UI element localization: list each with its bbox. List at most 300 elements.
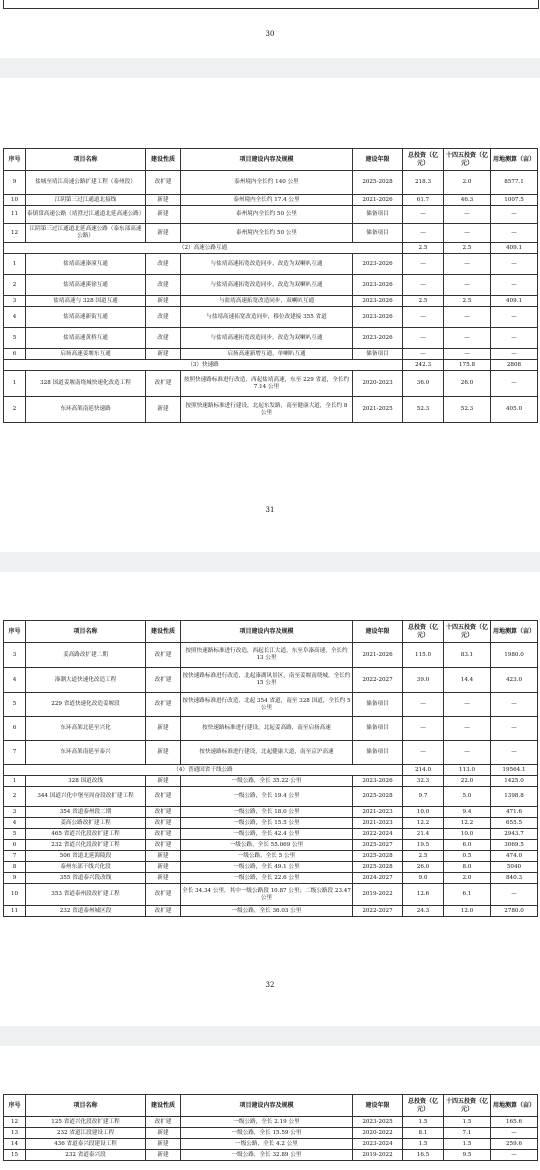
project-name: 盐城至靖江高速公路扩建工程（泰州段） bbox=[26, 171, 146, 195]
land-estimate: 471.6 bbox=[491, 807, 538, 818]
construction-content: 一级公路，全长 36.03 公里 bbox=[181, 906, 353, 917]
total-investment: 61.7 bbox=[403, 195, 444, 206]
column-header: 建设性质 bbox=[146, 621, 181, 643]
table-row bbox=[4, 668, 538, 693]
construction-nature: 新建 bbox=[146, 776, 181, 787]
land-estimate: — bbox=[491, 1128, 538, 1139]
column-header: 用地测算（亩） bbox=[491, 1095, 538, 1117]
fyp-investment: — bbox=[444, 224, 491, 243]
construction-content: 按快速路标准进行改造，北起 354 省道，南至 328 国道，全长约 5 公里 bbox=[181, 693, 353, 717]
table-row bbox=[4, 349, 538, 360]
construction-years: 2021-2023 bbox=[353, 807, 403, 818]
table-row bbox=[4, 307, 538, 328]
table-row bbox=[4, 224, 538, 243]
land-estimate: — bbox=[491, 275, 538, 296]
total-investment: 2.5 bbox=[403, 851, 444, 862]
row-number: 1 bbox=[4, 776, 26, 787]
row-number: 3 bbox=[4, 807, 26, 818]
row-number: 2 bbox=[4, 397, 26, 423]
row-number: 8 bbox=[4, 862, 26, 873]
fyp-investment: 8.0 bbox=[444, 862, 491, 873]
project-name: 盐靖高速与 328 国道互通 bbox=[26, 296, 146, 307]
construction-content: 一级公路，全长 2.19 公里 bbox=[181, 1117, 353, 1128]
column-header: 建设性质 bbox=[146, 1095, 181, 1117]
construction-content: 全长 34.34 公里，其中一级公路段 10.87 公里；二级公路段 23.47 公里 bbox=[181, 884, 353, 906]
fyp-investment: 12.2 bbox=[444, 818, 491, 829]
total-investment: — bbox=[403, 741, 444, 765]
column-header: 建设年限 bbox=[353, 1095, 403, 1117]
construction-nature: 改扩建 bbox=[146, 884, 181, 906]
construction-nature: 新建 bbox=[146, 195, 181, 206]
table-row bbox=[4, 884, 538, 906]
row-number: 14 bbox=[4, 1139, 26, 1150]
construction-nature: 新建 bbox=[146, 873, 181, 884]
fyp-investment: — bbox=[444, 275, 491, 296]
construction-nature: 改扩建 bbox=[146, 787, 181, 807]
table-row bbox=[4, 829, 538, 840]
construction-content: 与盐靖高速拓宽改造同步，改造为双喇叭互通 bbox=[181, 328, 353, 349]
table-row bbox=[4, 787, 538, 807]
row-number: 13 bbox=[4, 1128, 26, 1139]
construction-nature: 改扩建 bbox=[146, 371, 181, 397]
land-estimate: 1007.5 bbox=[491, 195, 538, 206]
total-investment: 24.3 bbox=[403, 906, 444, 917]
fyp-investment: 1.5 bbox=[444, 1139, 491, 1150]
construction-content: 按照快速路标准进行改造，西起长江大道，东至阜溱高速，全长约 13 公里 bbox=[181, 643, 353, 668]
page-gap bbox=[0, 552, 540, 572]
construction-nature: 改扩建 bbox=[146, 171, 181, 195]
construction-nature: 改扩建 bbox=[146, 668, 181, 693]
land-estimate: 840.3 bbox=[491, 873, 538, 884]
project-name: 盐靖高速溱潼互通 bbox=[26, 254, 146, 275]
total-investment: 26.0 bbox=[403, 862, 444, 873]
column-header: 十四五投资（亿元） bbox=[444, 1095, 491, 1117]
fyp-investment: — bbox=[444, 693, 491, 717]
section-label: （4）普通国省干线公路 bbox=[4, 765, 403, 776]
land-estimate: — bbox=[491, 349, 538, 360]
total-investment: 10.0 bbox=[403, 807, 444, 818]
construction-content: 一级公路，全长 22.6 公里 bbox=[181, 873, 353, 884]
total-investment: — bbox=[403, 206, 444, 224]
project-name: 启扬高速姜堰东互通 bbox=[26, 349, 146, 360]
table-row bbox=[4, 840, 538, 851]
total-investment: 9.0 bbox=[403, 873, 444, 884]
column-header: 建设年限 bbox=[353, 621, 403, 643]
table-row bbox=[4, 807, 538, 818]
project-name: 姜高路改扩建二期 bbox=[26, 643, 146, 668]
total-investment: 12.2 bbox=[403, 818, 444, 829]
row-number: 6 bbox=[4, 840, 26, 851]
construction-content: 一级公路，全长 4.2 公里 bbox=[181, 1139, 353, 1150]
construction-years: 储备项目 bbox=[353, 206, 403, 224]
land-estimate: — bbox=[491, 206, 538, 224]
column-header: 建设性质 bbox=[146, 149, 181, 171]
construction-content: 一级公路，全长 15.5 公里 bbox=[181, 818, 353, 829]
land-estimate: 409.1 bbox=[491, 296, 538, 307]
project-name: 盐靖高速黄桥互通 bbox=[26, 328, 146, 349]
project-name: 东环高架南延至泰兴 bbox=[26, 741, 146, 765]
row-number: 11 bbox=[4, 906, 26, 917]
construction-content: 一级公路，全长 18.0 公里 bbox=[181, 807, 353, 818]
construction-years: 2023-2026 bbox=[353, 275, 403, 296]
land-estimate: — bbox=[491, 884, 538, 906]
construction-nature: 改扩建 bbox=[146, 829, 181, 840]
construction-nature: 改建 bbox=[146, 254, 181, 275]
construction-nature: 改扩建 bbox=[146, 1117, 181, 1128]
construction-content: 与盐靖高速拓宽改造同步，移位改建接 355 省道 bbox=[181, 307, 353, 328]
total-investment: 218.3 bbox=[403, 171, 444, 195]
row-number: 3 bbox=[4, 643, 26, 668]
row-number: 12 bbox=[4, 224, 26, 243]
column-header: 项目建设内容及规模 bbox=[181, 1095, 353, 1117]
total-investment: 16.5 bbox=[403, 1150, 444, 1161]
land-estimate: 165.6 bbox=[491, 1117, 538, 1128]
project-table-page-32 bbox=[3, 620, 538, 917]
construction-years: 2021-2025 bbox=[353, 397, 403, 423]
construction-content: 与盐靖高速拓宽改造同步，双喇叭互通 bbox=[181, 296, 353, 307]
total-investment: 19.5 bbox=[403, 840, 444, 851]
construction-content: 按快速路标准进行改造，北起溱湖风景区，南至姜堰南绕城，全长约 15 公里 bbox=[181, 668, 353, 693]
project-name: 232 省道泰兴段 bbox=[26, 1150, 146, 1161]
previous-table-bottom-edge bbox=[3, 0, 539, 9]
construction-content: 与盐靖高速拓宽改造同步，改造为双喇叭互通 bbox=[181, 275, 353, 296]
fyp-investment: — bbox=[444, 206, 491, 224]
construction-years: 2023-2026 bbox=[353, 328, 403, 349]
project-name: 232 省道泰州城区段 bbox=[26, 906, 146, 917]
table-row bbox=[4, 1117, 538, 1128]
construction-years: 2025-2028 bbox=[353, 787, 403, 807]
total-investment: — bbox=[403, 307, 444, 328]
table-row bbox=[4, 195, 538, 206]
land-estimate: 2943.7 bbox=[491, 829, 538, 840]
construction-content: 一级公路，全长 19.4 公里 bbox=[181, 787, 353, 807]
fyp-investment: 46.3 bbox=[444, 195, 491, 206]
table-row bbox=[4, 206, 538, 224]
section-label: （3）快速路 bbox=[4, 360, 403, 371]
project-name: 125 省道兴化段改扩建工程 bbox=[26, 1117, 146, 1128]
fyp-investment: 6.0 bbox=[444, 840, 491, 851]
project-name: 东环高架南延快速路 bbox=[26, 397, 146, 423]
row-number: 7 bbox=[4, 851, 26, 862]
total-investment: 39.0 bbox=[403, 668, 444, 693]
page-3 bbox=[0, 572, 540, 1026]
construction-content: 按照快速路标准进行建设，北起东发路，南至健康大道，全长约 8 公里 bbox=[181, 397, 353, 423]
row-number: 5 bbox=[4, 829, 26, 840]
construction-content: 按照快速路标准进行改造，西起盐靖高速，东至 229 省道，全长约 7.14 公里 bbox=[181, 371, 353, 397]
project-table-page-31 bbox=[3, 148, 538, 423]
construction-content: 泰州境内全长约 17.4 公里 bbox=[181, 195, 353, 206]
construction-nature: 新建 bbox=[146, 717, 181, 741]
page-gap bbox=[0, 58, 540, 78]
fyp-investment: 2.0 bbox=[444, 873, 491, 884]
total-investment: 36.0 bbox=[403, 371, 444, 397]
total-investment: 21.4 bbox=[403, 829, 444, 840]
table-row bbox=[4, 171, 538, 195]
construction-nature: 改扩建 bbox=[146, 807, 181, 818]
total-investment: 2.5 bbox=[403, 296, 444, 307]
fyp-investment: 12.0 bbox=[444, 906, 491, 917]
table-row bbox=[4, 1139, 538, 1150]
construction-years: 2024-2027 bbox=[353, 873, 403, 884]
table-row bbox=[4, 851, 538, 862]
construction-nature: 新建 bbox=[146, 862, 181, 873]
page-gap bbox=[0, 1026, 540, 1046]
column-header: 项目建设内容及规模 bbox=[181, 621, 353, 643]
land-estimate: — bbox=[491, 693, 538, 717]
construction-nature: 新建 bbox=[146, 349, 181, 360]
fyp-investment: — bbox=[444, 717, 491, 741]
construction-nature: 新建 bbox=[146, 741, 181, 765]
land-estimate: 2780.0 bbox=[491, 906, 538, 917]
table-row bbox=[4, 906, 538, 917]
construction-nature: 新建 bbox=[146, 206, 181, 224]
table-row bbox=[4, 717, 538, 741]
land-estimate: 3069.5 bbox=[491, 840, 538, 851]
construction-years: 2023-2026 bbox=[353, 296, 403, 307]
table-row bbox=[4, 693, 538, 717]
land-estimate: 1980.0 bbox=[491, 643, 538, 668]
construction-years: 储备项目 bbox=[353, 741, 403, 765]
project-name: 泰镇常高速公路（靖澄过江通道北延高速公路） bbox=[26, 206, 146, 224]
project-name: 353 省道泰州段改扩建工程 bbox=[26, 884, 146, 906]
construction-content: 与盐靖高速拓宽改造同步，改造为双喇叭互通 bbox=[181, 254, 353, 275]
page-1 bbox=[0, 0, 540, 58]
land-estimate: 1398.8 bbox=[491, 787, 538, 807]
row-number: 9 bbox=[4, 873, 26, 884]
table-row bbox=[4, 818, 538, 829]
fyp-investment: 113.0 bbox=[444, 765, 491, 776]
row-number: 1 bbox=[4, 254, 26, 275]
project-name: 465 省道兴化段改扩建工程 bbox=[26, 829, 146, 840]
construction-nature: 改建 bbox=[146, 328, 181, 349]
section-label: （2）高速公路互通 bbox=[4, 243, 403, 254]
land-estimate: — bbox=[491, 1150, 538, 1161]
construction-nature: 改建 bbox=[146, 275, 181, 296]
construction-years: 储备项目 bbox=[353, 224, 403, 243]
row-number: 7 bbox=[4, 741, 26, 765]
fyp-investment: 22.0 bbox=[444, 776, 491, 787]
table-row bbox=[4, 1150, 538, 1161]
total-investment: — bbox=[403, 328, 444, 349]
row-number: 2 bbox=[4, 787, 26, 807]
construction-years: 2019-2022 bbox=[353, 1150, 403, 1161]
land-estimate: 19564.1 bbox=[491, 765, 538, 776]
project-name: 盐靖高速新街互通 bbox=[26, 307, 146, 328]
column-header: 十四五投资（亿元） bbox=[444, 149, 491, 171]
column-header: 总投资（亿元） bbox=[403, 621, 444, 643]
table-header-row bbox=[4, 1095, 538, 1117]
total-investment: 12.6 bbox=[403, 884, 444, 906]
column-header: 序号 bbox=[4, 621, 26, 643]
construction-years: 2025-2027 bbox=[353, 840, 403, 851]
construction-nature: 新建 bbox=[146, 851, 181, 862]
construction-content: 一级公路，全长 55.069 公里 bbox=[181, 840, 353, 851]
land-estimate: 655.5 bbox=[491, 818, 538, 829]
fyp-investment: 2.0 bbox=[444, 171, 491, 195]
construction-nature: 改扩建 bbox=[146, 643, 181, 668]
row-number: 6 bbox=[4, 717, 26, 741]
fyp-investment: — bbox=[444, 307, 491, 328]
land-estimate: 423.0 bbox=[491, 668, 538, 693]
total-investment: 8.1 bbox=[403, 1128, 444, 1139]
project-name: 354 省道泰州段二期 bbox=[26, 807, 146, 818]
land-estimate: 405.0 bbox=[491, 397, 538, 423]
construction-years: 2021-2026 bbox=[353, 195, 403, 206]
project-table-page-33 bbox=[3, 1094, 538, 1161]
construction-years: 2022-2027 bbox=[353, 906, 403, 917]
construction-years: 2023-2024 bbox=[353, 1139, 403, 1150]
fyp-investment: — bbox=[444, 254, 491, 275]
row-number: 10 bbox=[4, 195, 26, 206]
row-number: 4 bbox=[4, 668, 26, 693]
construction-years: 2023-2025 bbox=[353, 1117, 403, 1128]
page-2 bbox=[0, 78, 540, 552]
construction-nature: 新建 bbox=[146, 224, 181, 243]
construction-nature: 改扩建 bbox=[146, 840, 181, 851]
column-header: 用地测算（亩） bbox=[491, 621, 538, 643]
construction-content: 一级公路，全长 35.22 公里 bbox=[181, 776, 353, 787]
page-4 bbox=[0, 1046, 540, 1170]
land-estimate: — bbox=[491, 328, 538, 349]
total-investment: 1.5 bbox=[403, 1117, 444, 1128]
row-number: 4 bbox=[4, 818, 26, 829]
column-header: 序号 bbox=[4, 149, 26, 171]
table-row bbox=[4, 254, 538, 275]
construction-years: 2025-2028 bbox=[353, 171, 403, 195]
fyp-investment: — bbox=[444, 741, 491, 765]
land-estimate: 259.6 bbox=[491, 1139, 538, 1150]
total-investment: — bbox=[403, 254, 444, 275]
construction-content: 一级公路，全长 42.4 公里 bbox=[181, 829, 353, 840]
table-row bbox=[4, 873, 538, 884]
total-investment: 115.0 bbox=[403, 643, 444, 668]
row-number: 11 bbox=[4, 206, 26, 224]
row-number: 5 bbox=[4, 693, 26, 717]
total-investment: — bbox=[403, 717, 444, 741]
total-investment: — bbox=[403, 224, 444, 243]
construction-nature: 改扩建 bbox=[146, 818, 181, 829]
fyp-investment: 2.5 bbox=[444, 243, 491, 254]
total-investment: — bbox=[403, 275, 444, 296]
column-header: 序号 bbox=[4, 1095, 26, 1117]
construction-years: 2020-2022 bbox=[353, 1128, 403, 1139]
construction-content: 泰州境内全长约 50 公里 bbox=[181, 224, 353, 243]
project-name: 姜高公路改扩建工程 bbox=[26, 818, 146, 829]
row-number: 6 bbox=[4, 349, 26, 360]
total-investment: 2.5 bbox=[403, 243, 444, 254]
land-estimate: — bbox=[491, 224, 538, 243]
column-header: 项目名称 bbox=[26, 149, 146, 171]
construction-years: 2020-2023 bbox=[353, 371, 403, 397]
project-name: 355 省道泰兴段改线 bbox=[26, 873, 146, 884]
section-row bbox=[4, 765, 538, 776]
fyp-investment: 26.0 bbox=[444, 371, 491, 397]
column-header: 建设年限 bbox=[353, 149, 403, 171]
construction-content: 一级公路，全长 49.1 公里 bbox=[181, 862, 353, 873]
project-name: 溱潮大道快速化改造工程 bbox=[26, 668, 146, 693]
row-number: 3 bbox=[4, 296, 26, 307]
construction-years: 2021-2026 bbox=[353, 643, 403, 668]
project-name: 江阴第三过江通道北延高速公路（泰东部高速公路） bbox=[26, 224, 146, 243]
construction-nature: 改建 bbox=[146, 307, 181, 328]
fyp-investment: 7.1 bbox=[444, 1128, 491, 1139]
table-row bbox=[4, 397, 538, 423]
total-investment: 52.3 bbox=[403, 397, 444, 423]
row-number: 4 bbox=[4, 307, 26, 328]
column-header: 总投资（亿元） bbox=[403, 149, 444, 171]
fyp-investment: 83.1 bbox=[444, 643, 491, 668]
construction-content: 按快速路标准进行建设，北起健康大道，南至京沪高速 bbox=[181, 741, 353, 765]
construction-years: 2021-2023 bbox=[353, 818, 403, 829]
page-number-30: 30 bbox=[265, 30, 275, 38]
land-estimate: 409.1 bbox=[491, 243, 538, 254]
table-row bbox=[4, 776, 538, 787]
total-investment: — bbox=[403, 349, 444, 360]
table-row bbox=[4, 275, 538, 296]
construction-years: 2023-2026 bbox=[353, 307, 403, 328]
fyp-investment: 9.5 bbox=[444, 1150, 491, 1161]
construction-content: 按快速路标准进行建设，北起姜高路，南至启扬高速 bbox=[181, 717, 353, 741]
project-name: 229 省道快速化改造姜堰段 bbox=[26, 693, 146, 717]
construction-content: 一级公路，全长 5 公里 bbox=[181, 851, 353, 862]
page-number-32: 32 bbox=[265, 981, 275, 989]
table-row bbox=[4, 1128, 538, 1139]
row-number: 9 bbox=[4, 171, 26, 195]
fyp-investment: 2.5 bbox=[444, 296, 491, 307]
construction-nature: 改扩建 bbox=[146, 693, 181, 717]
fyp-investment: 5.0 bbox=[444, 787, 491, 807]
total-investment: — bbox=[403, 693, 444, 717]
total-investment: 214.0 bbox=[403, 765, 444, 776]
project-name: 344 国道兴化中堡至周奋段改扩建工程 bbox=[26, 787, 146, 807]
construction-content: 泰州境内全长约 140 公里 bbox=[181, 171, 353, 195]
section-row bbox=[4, 360, 538, 371]
project-name: 436 省道泰兴段建设工程 bbox=[26, 1139, 146, 1150]
construction-years: 储备项目 bbox=[353, 349, 403, 360]
fyp-investment: 0.5 bbox=[444, 851, 491, 862]
row-number: 12 bbox=[4, 1117, 26, 1128]
page-number-31: 31 bbox=[265, 506, 275, 514]
construction-content: 一级公路，全长 15.59 公里 bbox=[181, 1128, 353, 1139]
construction-content: 一级公路，全长 32.89 公里 bbox=[181, 1150, 353, 1161]
project-name: 506 省道北延海陵段 bbox=[26, 851, 146, 862]
project-name: 232 省道江段建设工程 bbox=[26, 1128, 146, 1139]
fyp-investment: 9.4 bbox=[444, 807, 491, 818]
column-header: 项目名称 bbox=[26, 621, 146, 643]
project-name: 328 国道姜堰南绕城快速化改造工程 bbox=[26, 371, 146, 397]
fyp-investment: — bbox=[444, 328, 491, 349]
project-name: 232 省道兴化段改扩建工程 bbox=[26, 840, 146, 851]
construction-nature: 新建 bbox=[146, 1139, 181, 1150]
construction-years: 储备项目 bbox=[353, 717, 403, 741]
fyp-investment: 175.8 bbox=[444, 360, 491, 371]
construction-years: 2023-2026 bbox=[353, 776, 403, 787]
construction-nature: 改扩建 bbox=[146, 906, 181, 917]
fyp-investment: 52.3 bbox=[444, 397, 491, 423]
fyp-investment: 1.5 bbox=[444, 1117, 491, 1128]
construction-nature: 新建 bbox=[146, 1150, 181, 1161]
construction-years: 2022-2027 bbox=[353, 668, 403, 693]
project-name: 东环高架北延至兴化 bbox=[26, 717, 146, 741]
construction-years: 2025-2028 bbox=[353, 862, 403, 873]
construction-nature: 新建 bbox=[146, 296, 181, 307]
row-number: 15 bbox=[4, 1150, 26, 1161]
construction-content: 启扬高速新增互通，单喇叭互通 bbox=[181, 349, 353, 360]
section-row bbox=[4, 243, 538, 254]
land-estimate: — bbox=[491, 717, 538, 741]
construction-years: 2022-2024 bbox=[353, 829, 403, 840]
land-estimate: — bbox=[491, 371, 538, 397]
